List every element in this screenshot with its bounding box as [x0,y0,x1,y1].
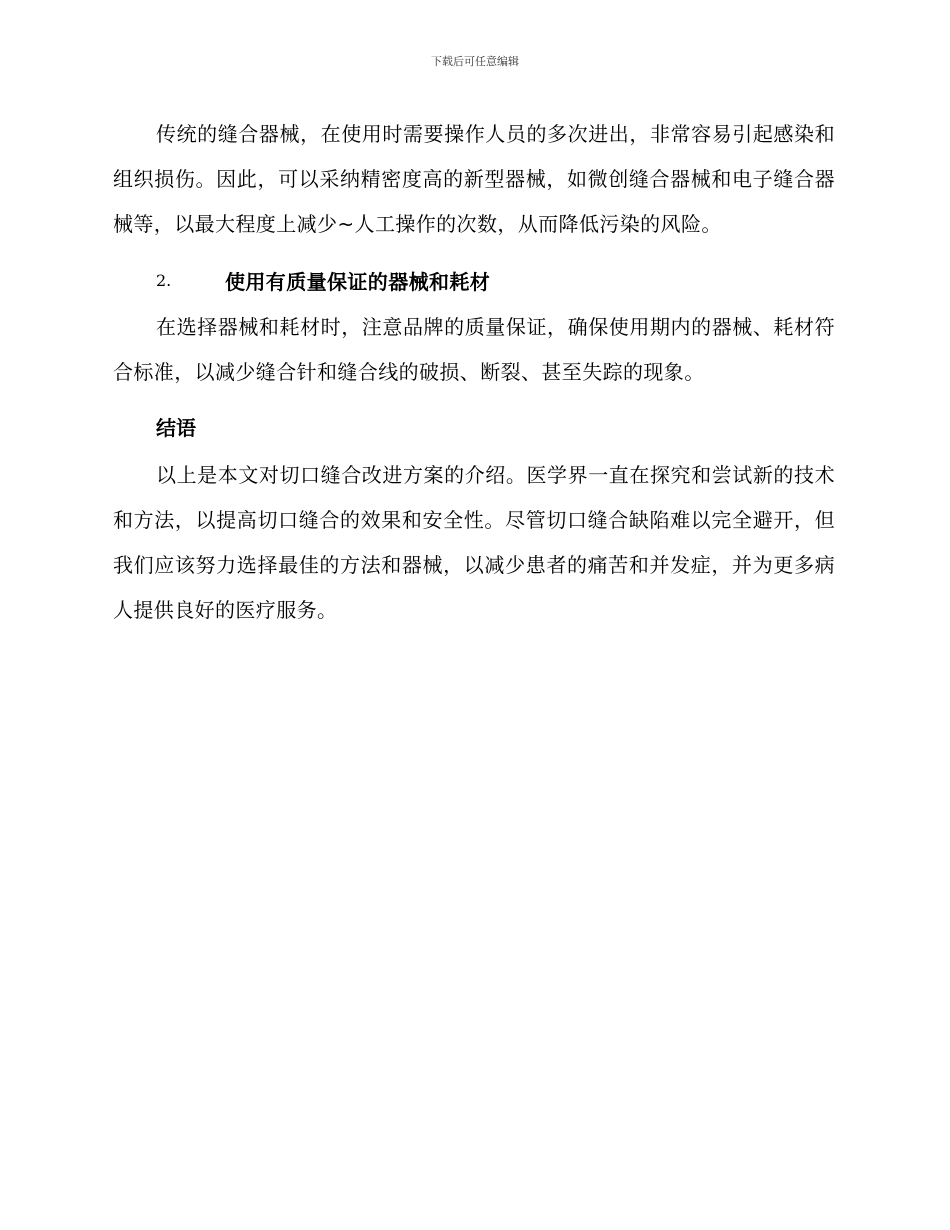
list-item-title: 使用有质量保证的器械和耗材 [225,269,491,294]
page-header: 下载后可任意编辑 [431,55,519,68]
document-body [113,112,835,633]
paragraph-suture-instruments: 传统的缝合器械，在使用时需要操作人员的多次进出，非常容易引起感染和组织损伤。因此，可以采纳精密度高的新型器械，如微创缝合器械和电子缝合器械等，以最大程度上减少~人工操作的次数，从而降低污染的风险。 [113,122,835,236]
paragraph-quality-assurance: 在选择器械和耗材时，注意品牌的质量保证，确保使用期内的器械、耗材符合标准，以减少缝合针和缝合线的破损、断裂、甚至失踪的现象。 [113,315,835,384]
list-number: 2. [156,270,172,290]
list-item-heading [113,255,835,305]
paragraph-conclusion: 以上是本文对切口缝合改进方案的介绍。医学界一直在探究和尝试新的技术和方法，以提高切口缝合的效果和安全性。尽管切口缝合缺陷难以完全避开，但我们应该努力选择最佳的方法和器械，以减少患者的痛苦和并发症，并为更多病人提供良好的医疗服务。 [113,463,835,622]
conclusion-heading: 结语 [156,416,196,440]
